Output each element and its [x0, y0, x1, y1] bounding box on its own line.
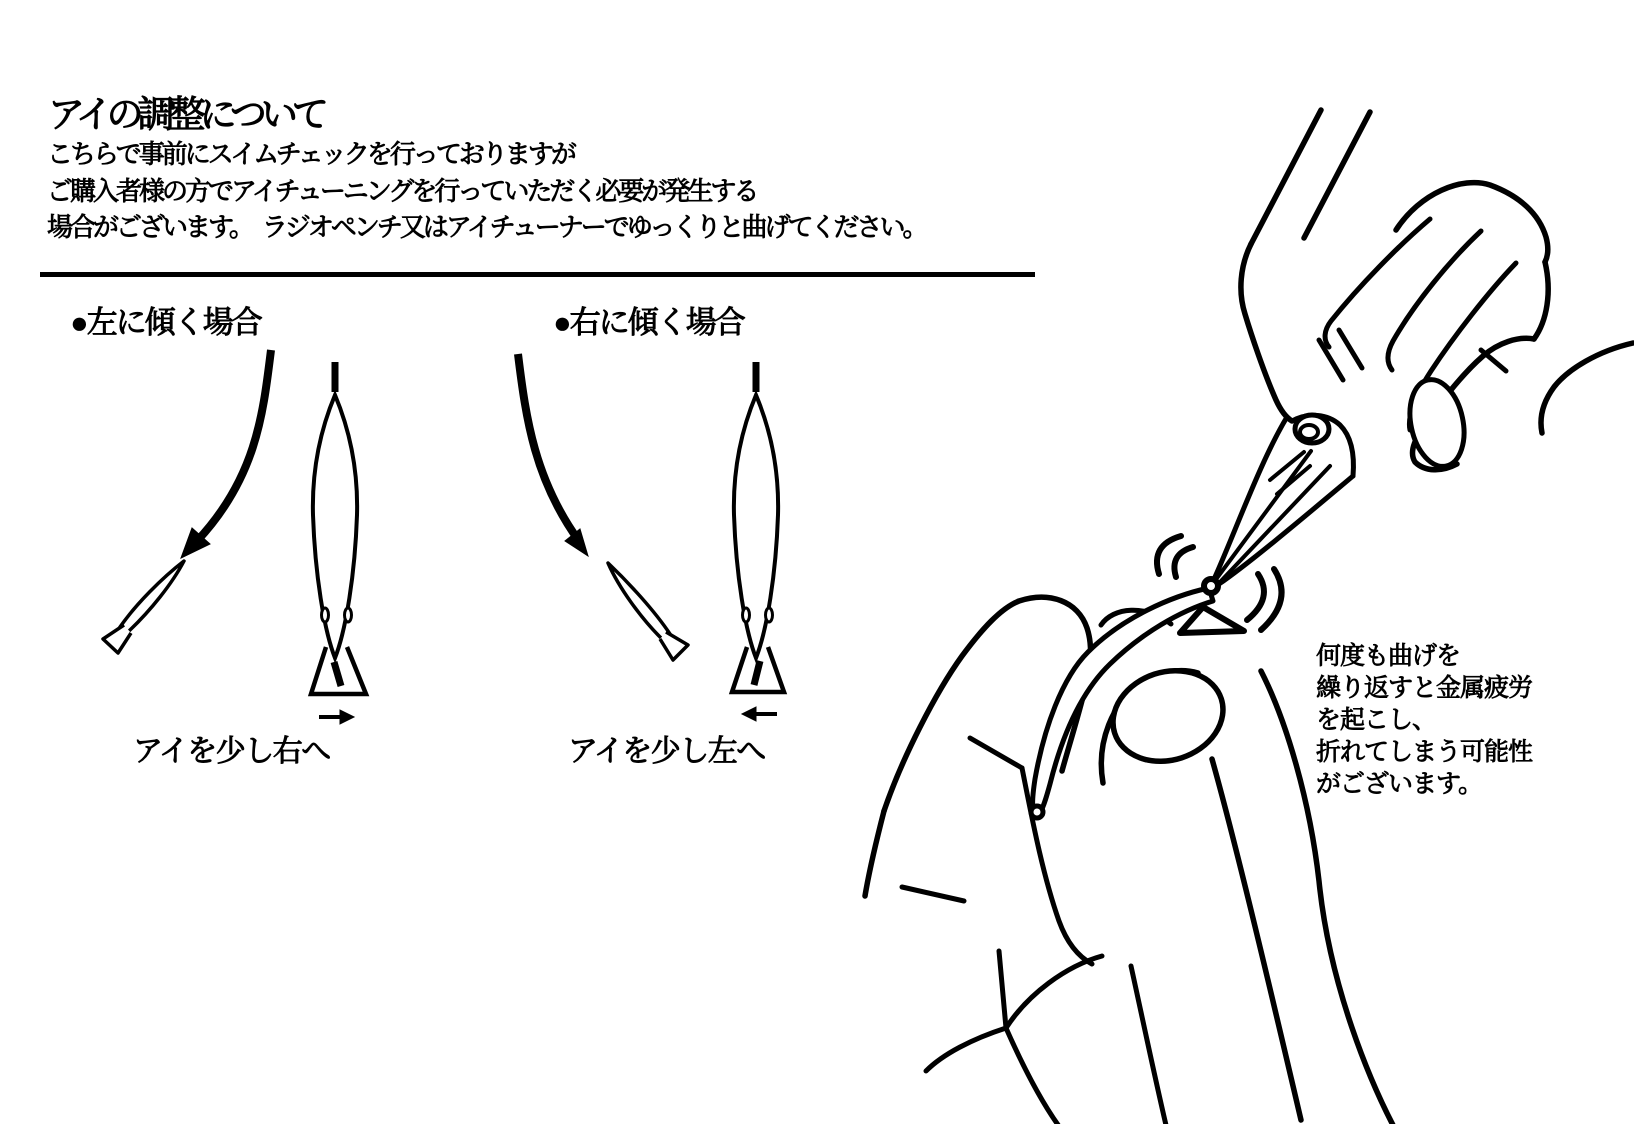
nudge-right-arrow-icon	[319, 710, 354, 724]
lure-top-view-left	[311, 362, 366, 694]
lure-side-view-tilted-right	[608, 563, 688, 660]
intro-line-3: 場合がございます。 ラジオペンチ又はアイチューナーでゆっくりと曲げてください。	[47, 212, 926, 242]
intro-line-2: ご購入者様の方でアイチューニングを行っていただく必要が発生する	[47, 176, 757, 206]
pliers-handles	[1251, 110, 1370, 380]
lure-line-eye	[1204, 579, 1218, 593]
left-caption: アイを少し右へ	[133, 735, 330, 768]
note-line-4: 折れてしまう可能性	[1316, 738, 1533, 766]
intro-line-1: こちらで事前にスイムチェックを行っておりますが	[47, 139, 574, 169]
diagram-tilt-right	[480, 330, 820, 730]
nudge-left-arrow-icon	[742, 707, 777, 721]
metal-fatigue-note	[1316, 640, 1532, 800]
pliers-head	[1215, 415, 1353, 584]
pliers-illustration	[840, 80, 1634, 1090]
note-line-1: 何度も曲げを	[1316, 642, 1461, 670]
page-title: アイの調整について	[48, 94, 323, 135]
lure-side-view-tilted-left	[103, 561, 184, 653]
note-line-2: 繰り返すと金属疲労	[1316, 674, 1533, 702]
note-line-5: がございます。	[1316, 770, 1483, 798]
lure-tail-eyelet	[1031, 806, 1043, 818]
right-case-heading: ●右に傾く場合	[553, 305, 744, 340]
lure-top-view-right	[732, 362, 784, 692]
curved-arrow-right	[518, 354, 588, 556]
note-line-3: を起こし、	[1316, 706, 1437, 734]
curved-arrow-left	[181, 350, 271, 558]
diagram-tilt-left	[80, 330, 400, 730]
right-caption: アイを少し左へ	[568, 735, 765, 768]
left-case-heading: ●左に傾く場合	[70, 305, 261, 340]
lower-thumbnail	[1101, 657, 1235, 775]
